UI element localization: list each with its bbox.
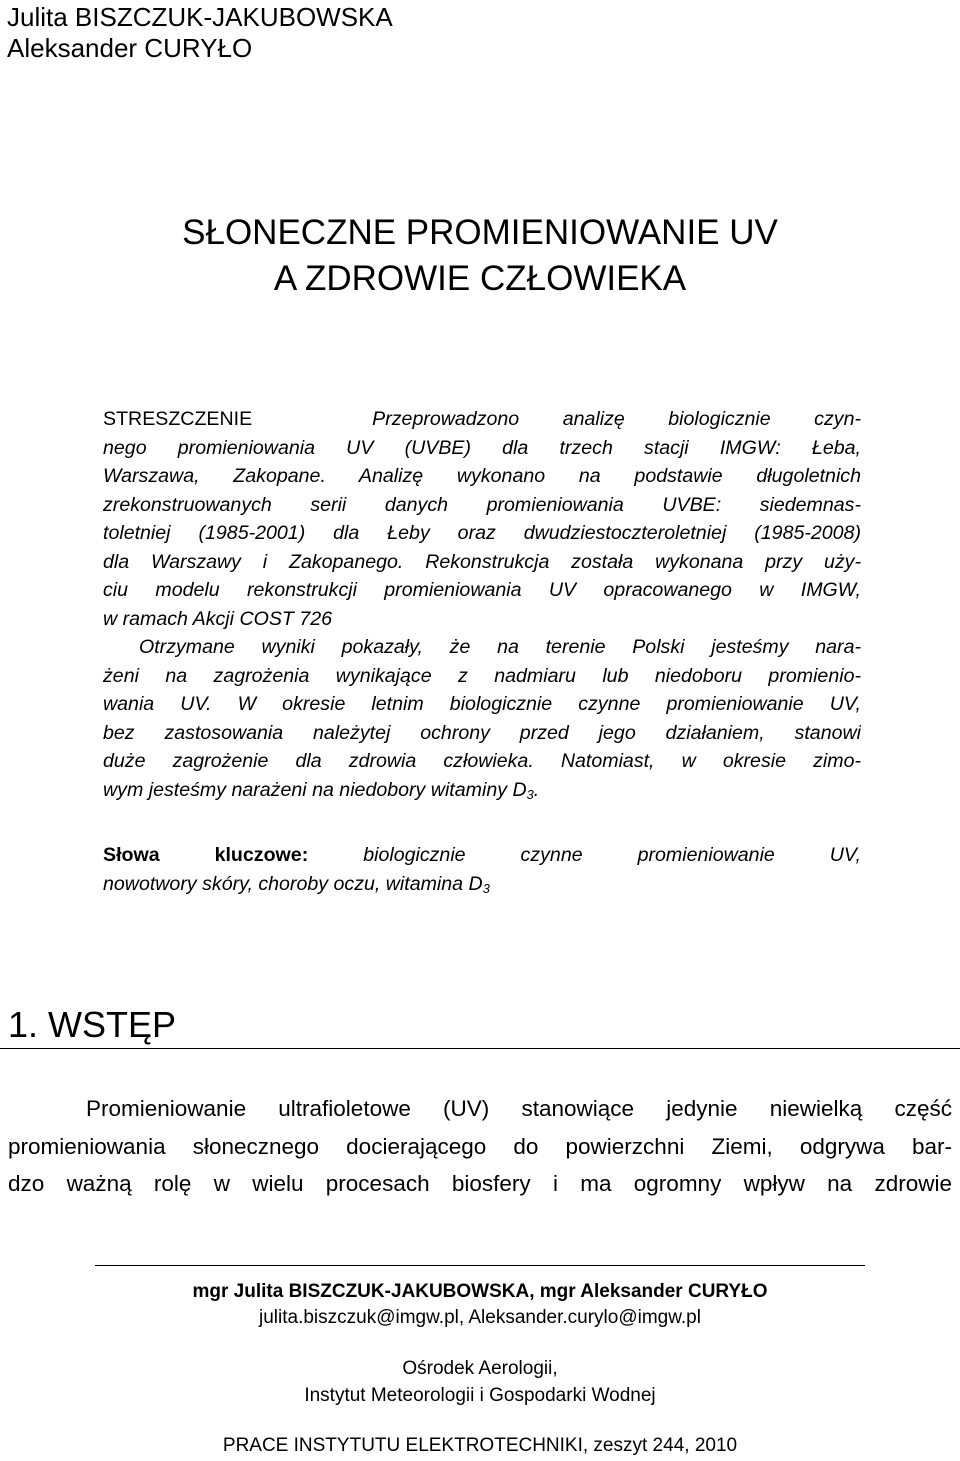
abstract-line: Warszawa, Zakopane. Analizę wykonano na podstawie długoletnich (103, 465, 861, 487)
abstract-text: . (533, 778, 540, 801)
body-line: dzo ważną rolę w wielu procesach biosfery i ma ogromny wpływ na zdrowie (8, 1171, 952, 1196)
abstract-line: w ramach Akcji COST 726 (103, 607, 333, 630)
section-body (8, 1090, 952, 1203)
abstract-line: wania UV. W okresie letnim biologicznie czynne promieniowanie UV, (103, 693, 861, 715)
title-line: A ZDROWIE CZŁOWIEKA (273, 259, 687, 298)
paper-title (0, 210, 960, 302)
abstract-line: zrekonstruowanych serii danych promieniowania UVBE: siedemnas- (103, 493, 861, 516)
abstract-line (103, 776, 861, 805)
keywords-text: biologicznie czynne promieniowanie UV, (363, 844, 861, 866)
abstract-line: ciu modelu rekonstrukcji promieniowania UV opracowanego w IMGW, (103, 579, 861, 601)
abstract-line (103, 405, 861, 434)
keywords-line (103, 841, 861, 870)
section-divider (0, 1048, 960, 1049)
footnote-affiliation: Ośrodek Aerologii, (402, 1358, 558, 1379)
body-line: Promieniowanie ultrafioletowe (UV) stanowiące jedynie niewielką część (86, 1096, 952, 1121)
title-line: SŁONECZNE PROMIENIOWANIE UV (182, 213, 778, 252)
author-list (7, 2, 393, 64)
abstract-line: duże zagrożenie dla zdrowia człowieka. Natomiast, w okresie zimo- (103, 750, 861, 772)
section-heading: 1. WSTĘP (8, 1004, 177, 1045)
abstract-text: wym jesteśmy narażeni na niedobory witaminy D (103, 778, 527, 801)
abstract-text: Przeprowadzono analizę biologicznie czyn- (372, 408, 861, 430)
keywords-label: Słowa kluczowe: (103, 844, 309, 866)
keywords-line (103, 870, 861, 899)
abstract-line: nego promieniowania UV (UVBE) dla trzech stacji IMGW: Łeba, (103, 436, 861, 459)
author-name: Julita BISZCZUK-JAKUBOWSKA (7, 2, 393, 32)
keywords (103, 841, 861, 898)
subscript: 3 (482, 880, 490, 896)
author-name: Aleksander CURYŁO (7, 33, 253, 63)
footnote-affiliation: Instytut Meteorologii i Gospodarki Wodnej (304, 1385, 656, 1406)
abstract-line: toletniej (1985-2001) dla Łeby oraz dwudziestoczteroletniej (1985-2008) (103, 522, 861, 544)
abstract-line: Otrzymane wyniki pokazały, że na terenie Polski jesteśmy nara- (139, 636, 861, 658)
abstract-line: żeni na zagrożenia wynikające z nadmiaru lub niedoboru promienio- (103, 664, 861, 687)
footnote-divider (95, 1265, 865, 1266)
abstract-label: STRESZCZENIE (103, 408, 253, 430)
abstract-line: bez zastosowania należytej ochrony przed jego działaniem, stanowi (103, 721, 861, 744)
footnote-authors: mgr Julita BISZCZUK-JAKUBOWSKA, mgr Aleksander CURYŁO (192, 1281, 768, 1302)
keywords-text: nowotwory skóry, choroby oczu, witamina D (103, 872, 483, 895)
journal-reference: PRACE INSTYTUTU ELEKTROTECHNIKI, zeszyt 244, 2010 (222, 1435, 738, 1456)
abstract (103, 405, 861, 804)
subscript: 3 (526, 786, 534, 802)
body-line: promieniowania słonecznego docierającego do powierzchni Ziemi, odgrywa bar- (8, 1133, 952, 1159)
abstract-line: dla Warszawy i Zakopanego. Rekonstrukcja została wykonana przy uży- (103, 550, 861, 573)
footnote-emails: julita.biszczuk@imgw.pl, Aleksander.curylo@imgw.pl (259, 1307, 701, 1328)
